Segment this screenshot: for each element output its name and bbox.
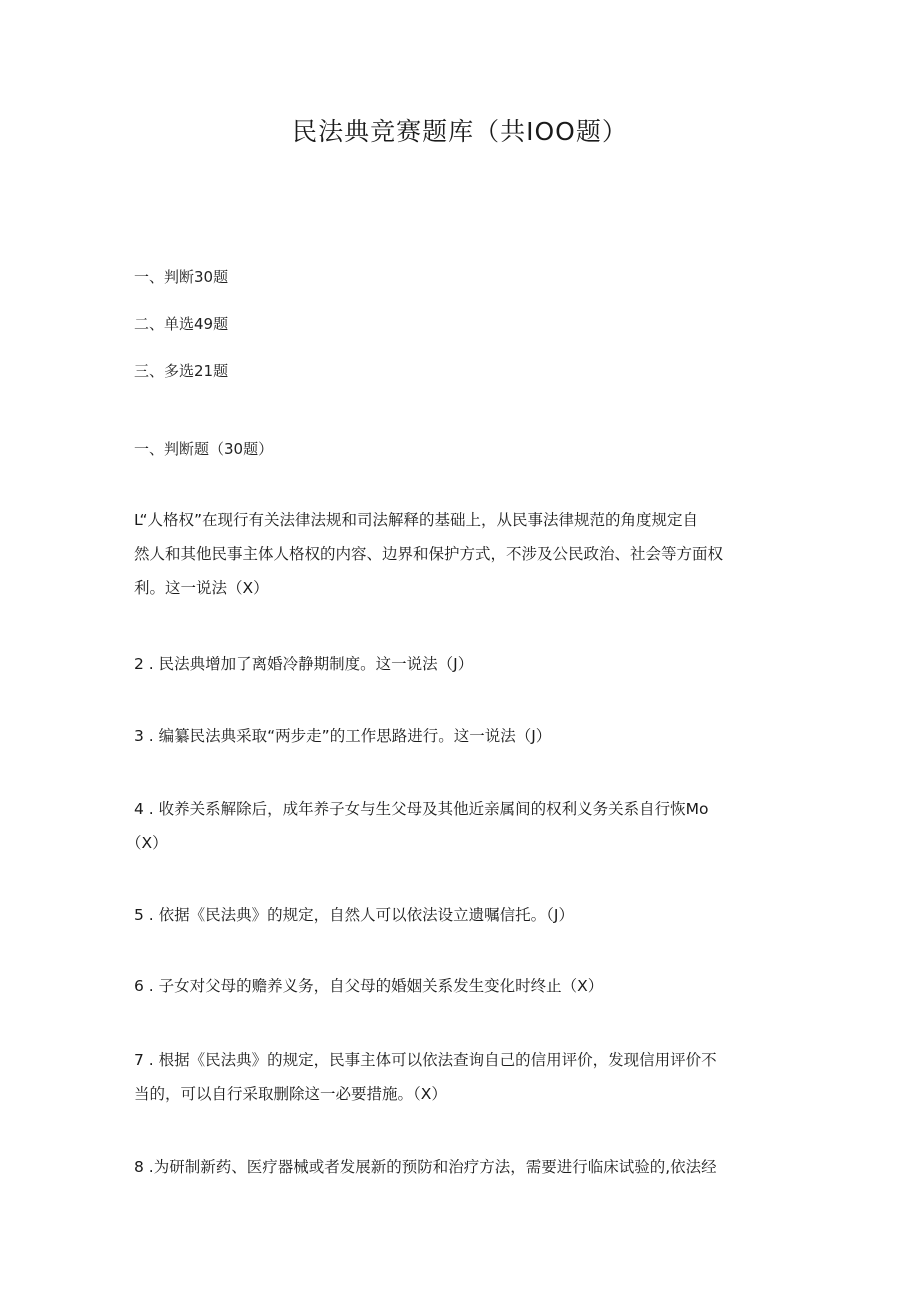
outline-item-judgment: 一、判断30题 [134, 268, 229, 286]
question-item [134, 719, 794, 753]
question-item [126, 792, 794, 860]
question-line: 当的，可以自行采取删除这一必要措施。（X） [134, 1085, 447, 1103]
question-item [134, 1043, 794, 1111]
question-item [134, 969, 794, 1003]
question-line: 3 . 编纂民法典采取“两步走”的工作思路进行。这一说法（J） [134, 727, 552, 745]
question-line: 6 . 子女对父母的赡养义务，自父母的婚姻关系发生变化时终止（X） [134, 977, 604, 995]
document-title: 民法典竞赛题库（共IOO题） [292, 117, 628, 146]
question-line: 利。这一说法（X） [134, 579, 269, 597]
question-item [134, 647, 794, 681]
question-item [134, 898, 794, 932]
question-line: （X） [126, 834, 168, 852]
question-line: L“人格权”在现行有关法律法规和司法解释的基础上，从民事法律规范的角度规定自 [134, 511, 699, 529]
question-line: 8 .为研制新药、医疗器械或者发展新的预防和治疗方法，需要进行临床试验的,依法经 [134, 1158, 717, 1176]
question-item [134, 503, 794, 605]
section-heading: 一、判断题（30题） [134, 440, 274, 458]
outline-item-single-choice: 二、单选49题 [134, 315, 229, 333]
question-line: 4 . 收养关系解除后，成年养子女与生父母及其他近亲属间的权利义务关系自行恢Mo [134, 800, 709, 818]
question-line: 然人和其他民事主体人格权的内容、边界和保护方式，不涉及公民政治、社会等方面权 [134, 545, 724, 563]
question-line: 7 . 根据《民法典》的规定，民事主体可以依法查询自己的信用评价，发现信用评价不 [134, 1051, 717, 1069]
question-item [134, 1150, 794, 1184]
question-line: 2 . 民法典增加了离婚冷静期制度。这一说法（J） [134, 655, 474, 673]
outline-item-multiple-choice: 三、多选21题 [134, 362, 229, 380]
question-line: 5 . 依据《民法典》的规定，自然人可以依法设立遗嘱信托。（J） [134, 906, 574, 924]
